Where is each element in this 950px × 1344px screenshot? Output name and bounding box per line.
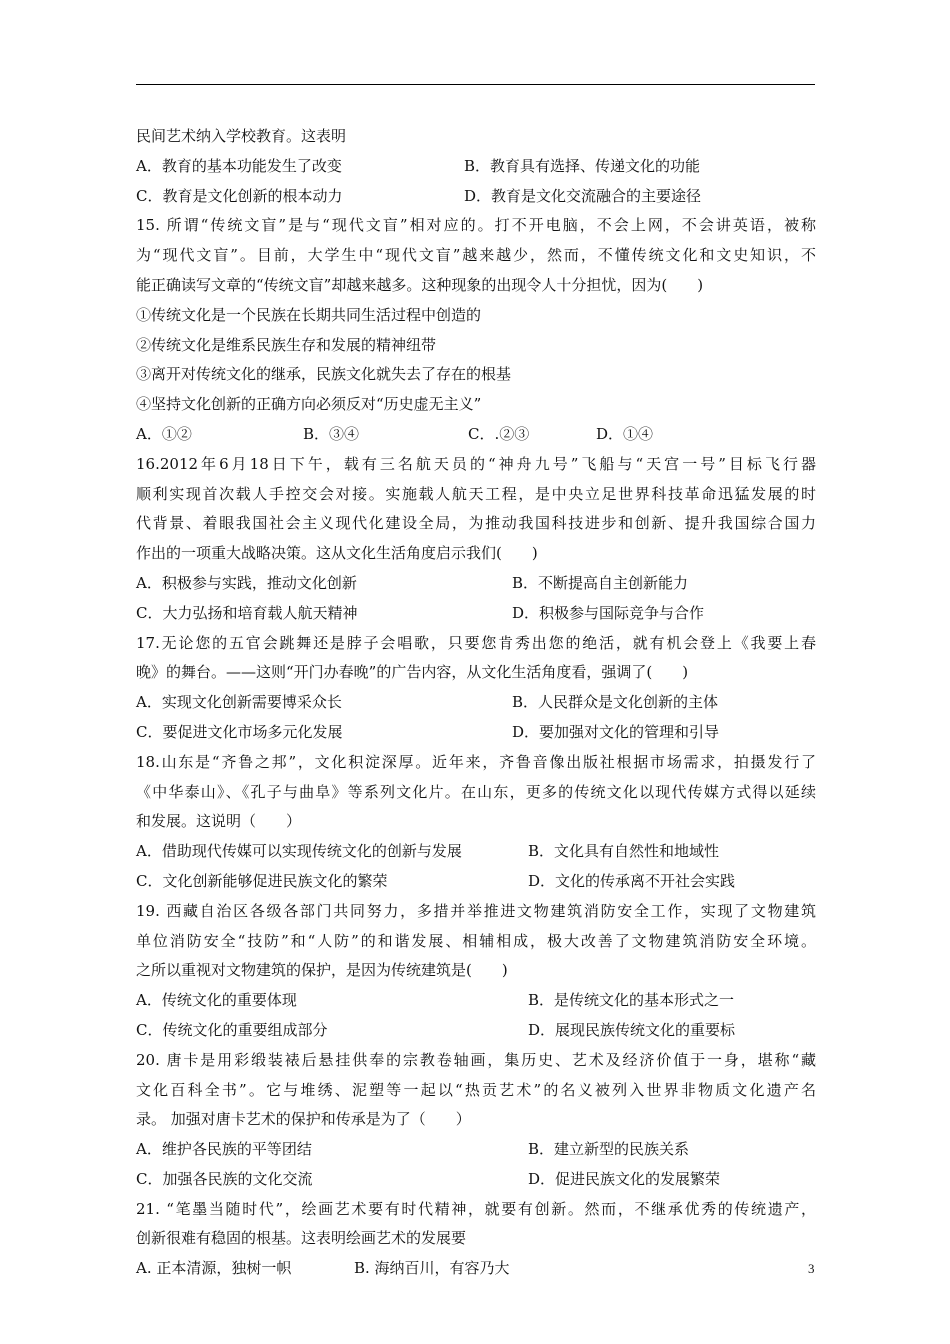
- option-d: D．教育是文化交流融合的主要途径: [464, 186, 702, 205]
- option-row: [136, 688, 816, 718]
- question-19-stem: 之所以重视对文物建筑的保护，是因为传统建筑是( ): [136, 961, 508, 980]
- question-21-stem: 创新很难有稳固的根基。这表明绘画艺术的发展要: [136, 1229, 467, 1248]
- option-row: [136, 986, 816, 1016]
- question-16-stem: 代背景、着眼我国社会主义现代化建设全局，为推动我国科技进步和创新、提升我国综合国力: [136, 514, 816, 533]
- question-16-stem: 16.2012年6月18日下午，载有三名航天员的“神舟九号”飞船与“天宫一号”目标飞行器: [136, 454, 816, 473]
- question-20-stem: 20. 唐卡是用彩缎装裱后悬挂供奉的宗教卷轴画，集历史、艺术及经济价值于一身，堪称“藏: [136, 1050, 816, 1069]
- question-15-stem: 能正确读写文章的“传统文盲”却越来越多。这种现象的出现令人十分担忧，因为( ): [136, 275, 704, 294]
- question-18-stem: 和发展。这说明（ ）: [136, 812, 302, 831]
- question-20-stem: 文化百科全书”。它与堆绣、泥塑等一起以“热贡艺术”的名义被列入世界非物质文化遗产名: [136, 1080, 816, 1099]
- option-a: A．教育的基本功能发生了改变: [136, 156, 342, 175]
- option-b: B．人民群众是文化创新的主体: [512, 693, 719, 712]
- option-b: B. 海纳百川，有容乃大: [354, 1259, 510, 1278]
- question-15-stem: 15. 所谓“传统文盲”是与“现代文盲”相对应的。打不开电脑，不会上网，不会讲英语，被称: [136, 216, 816, 235]
- option-b: B．③④: [303, 424, 360, 443]
- question-21-stem: 21. “笔墨当随时代”，绘画艺术要有时代精神，就要有创新。然而，不继承优秀的传统遗产，: [136, 1199, 816, 1218]
- option-row: [136, 1135, 816, 1165]
- option-row: [136, 569, 816, 599]
- question-stem-line: 民间艺术纳入学校教育。这表明: [136, 127, 347, 145]
- option-a: A．借助现代传媒可以实现传统文化的创新与发展: [136, 842, 462, 861]
- option-row: [136, 420, 816, 450]
- option-c: C．要促进文化市场多元化发展: [136, 722, 343, 741]
- question-18-stem: 《中华泰山》、《孔子与曲阜》等系列文化片。在山东，更多的传统文化以现代传媒方式得以延续: [136, 782, 816, 801]
- option-d: D．促进民族文化的发展繁荣: [528, 1169, 721, 1188]
- option-a: A．传统文化的重要体现: [136, 991, 297, 1010]
- exam-page-content: [136, 122, 816, 1284]
- page-number: 3: [808, 1261, 815, 1276]
- option-b: B．不断提高自主创新能力: [512, 573, 689, 592]
- option-c: C．文化创新能够促进民族文化的繁荣: [136, 871, 388, 890]
- option-a: A. 正本清源，独树一帜: [136, 1259, 292, 1278]
- option-a: A．①②: [136, 424, 192, 443]
- option-row: [136, 152, 816, 182]
- option-b: B．是传统文化的基本形式之一: [528, 991, 735, 1010]
- question-16-stem: 顺利实现首次载人手控交会对接。实施载人航天工程，是中央立足世界科技革命迅猛发展的时: [136, 484, 816, 503]
- option-b: B．文化具有自然性和地域性: [528, 842, 720, 861]
- question-16-stem: 作出的一项重大战略决策。这从文化生活角度启示我们( ): [136, 544, 538, 563]
- question-15-stem: 为“现代文盲”。目前，大学生中“现代文盲”越来越少，然而，不懂传统文化和文史知识，不: [136, 246, 816, 265]
- statement-1: ①传统文化是一个民族在长期共同生活过程中创造的: [136, 305, 482, 324]
- option-c: C．加强各民族的文化交流: [136, 1169, 313, 1188]
- option-b: B．教育具有选择、传递文化的功能: [464, 156, 701, 175]
- question-19-stem: 单位消防安全“技防”和“人防”的和谐发展、相辅相成，极大改善了文物建筑消防安全环境。: [136, 931, 816, 950]
- option-d: D．积极参与国际竞争与合作: [512, 603, 705, 622]
- option-c: C．大力弘扬和培育载人航天精神: [136, 603, 358, 622]
- option-row: [136, 837, 816, 867]
- option-c: C．传统文化的重要组成部分: [136, 1020, 328, 1039]
- statement-4: ④坚持文化创新的正确方向必须反对“历史虚无主义”: [136, 395, 482, 414]
- option-a: A．维护各民族的平等团结: [136, 1140, 312, 1159]
- option-a: A．积极参与实践，推动文化创新: [136, 573, 357, 592]
- option-c: C．.②③: [468, 424, 530, 443]
- option-d: D．①④: [596, 424, 654, 443]
- option-c: C．教育是文化创新的根本动力: [136, 186, 343, 205]
- question-20-stem: 录。 加强对唐卡艺术的保护和传承是为了（ ）: [136, 1110, 471, 1129]
- question-19-stem: 19. 西藏自治区各级各部门共同努力，多措并举推进文物建筑消防安全工作，实现了文物建筑: [136, 901, 816, 920]
- option-row: [136, 599, 816, 629]
- option-row: [136, 1016, 816, 1046]
- option-row: [136, 182, 816, 212]
- option-d: D．要加强对文化的管理和引导: [512, 722, 720, 741]
- statement-2: ②传统文化是维系民族生存和发展的精神纽带: [136, 335, 437, 354]
- statement-3: ③离开对传统文化的继承，民族文化就失去了存在的根基: [136, 365, 512, 384]
- option-b: B．建立新型的民族关系: [528, 1140, 690, 1159]
- option-a: A．实现文化创新需要博采众长: [136, 693, 342, 712]
- option-d: D．文化的传承离不开社会实践: [528, 871, 736, 890]
- header-rule: [136, 84, 815, 85]
- question-17-stem: 晚》的舞台。——这则“开门办春晚”的广告内容，从文化生活角度看，强调了( ): [136, 663, 689, 682]
- option-d: D．展现民族传统文化的重要标: [528, 1020, 736, 1039]
- option-row: [136, 1165, 816, 1195]
- option-row: [136, 718, 816, 748]
- question-18-stem: 18.山东是“齐鲁之邦”，文化积淀深厚。近年来，齐鲁音像出版社根据市场需求，拍摄发行了: [136, 752, 816, 771]
- option-row: [136, 1254, 816, 1284]
- question-17-stem: 17.无论您的五官会跳舞还是脖子会唱歌，只要您肯秀出您的绝活，就有机会登上《我要上春: [136, 633, 816, 652]
- option-row: [136, 867, 816, 897]
